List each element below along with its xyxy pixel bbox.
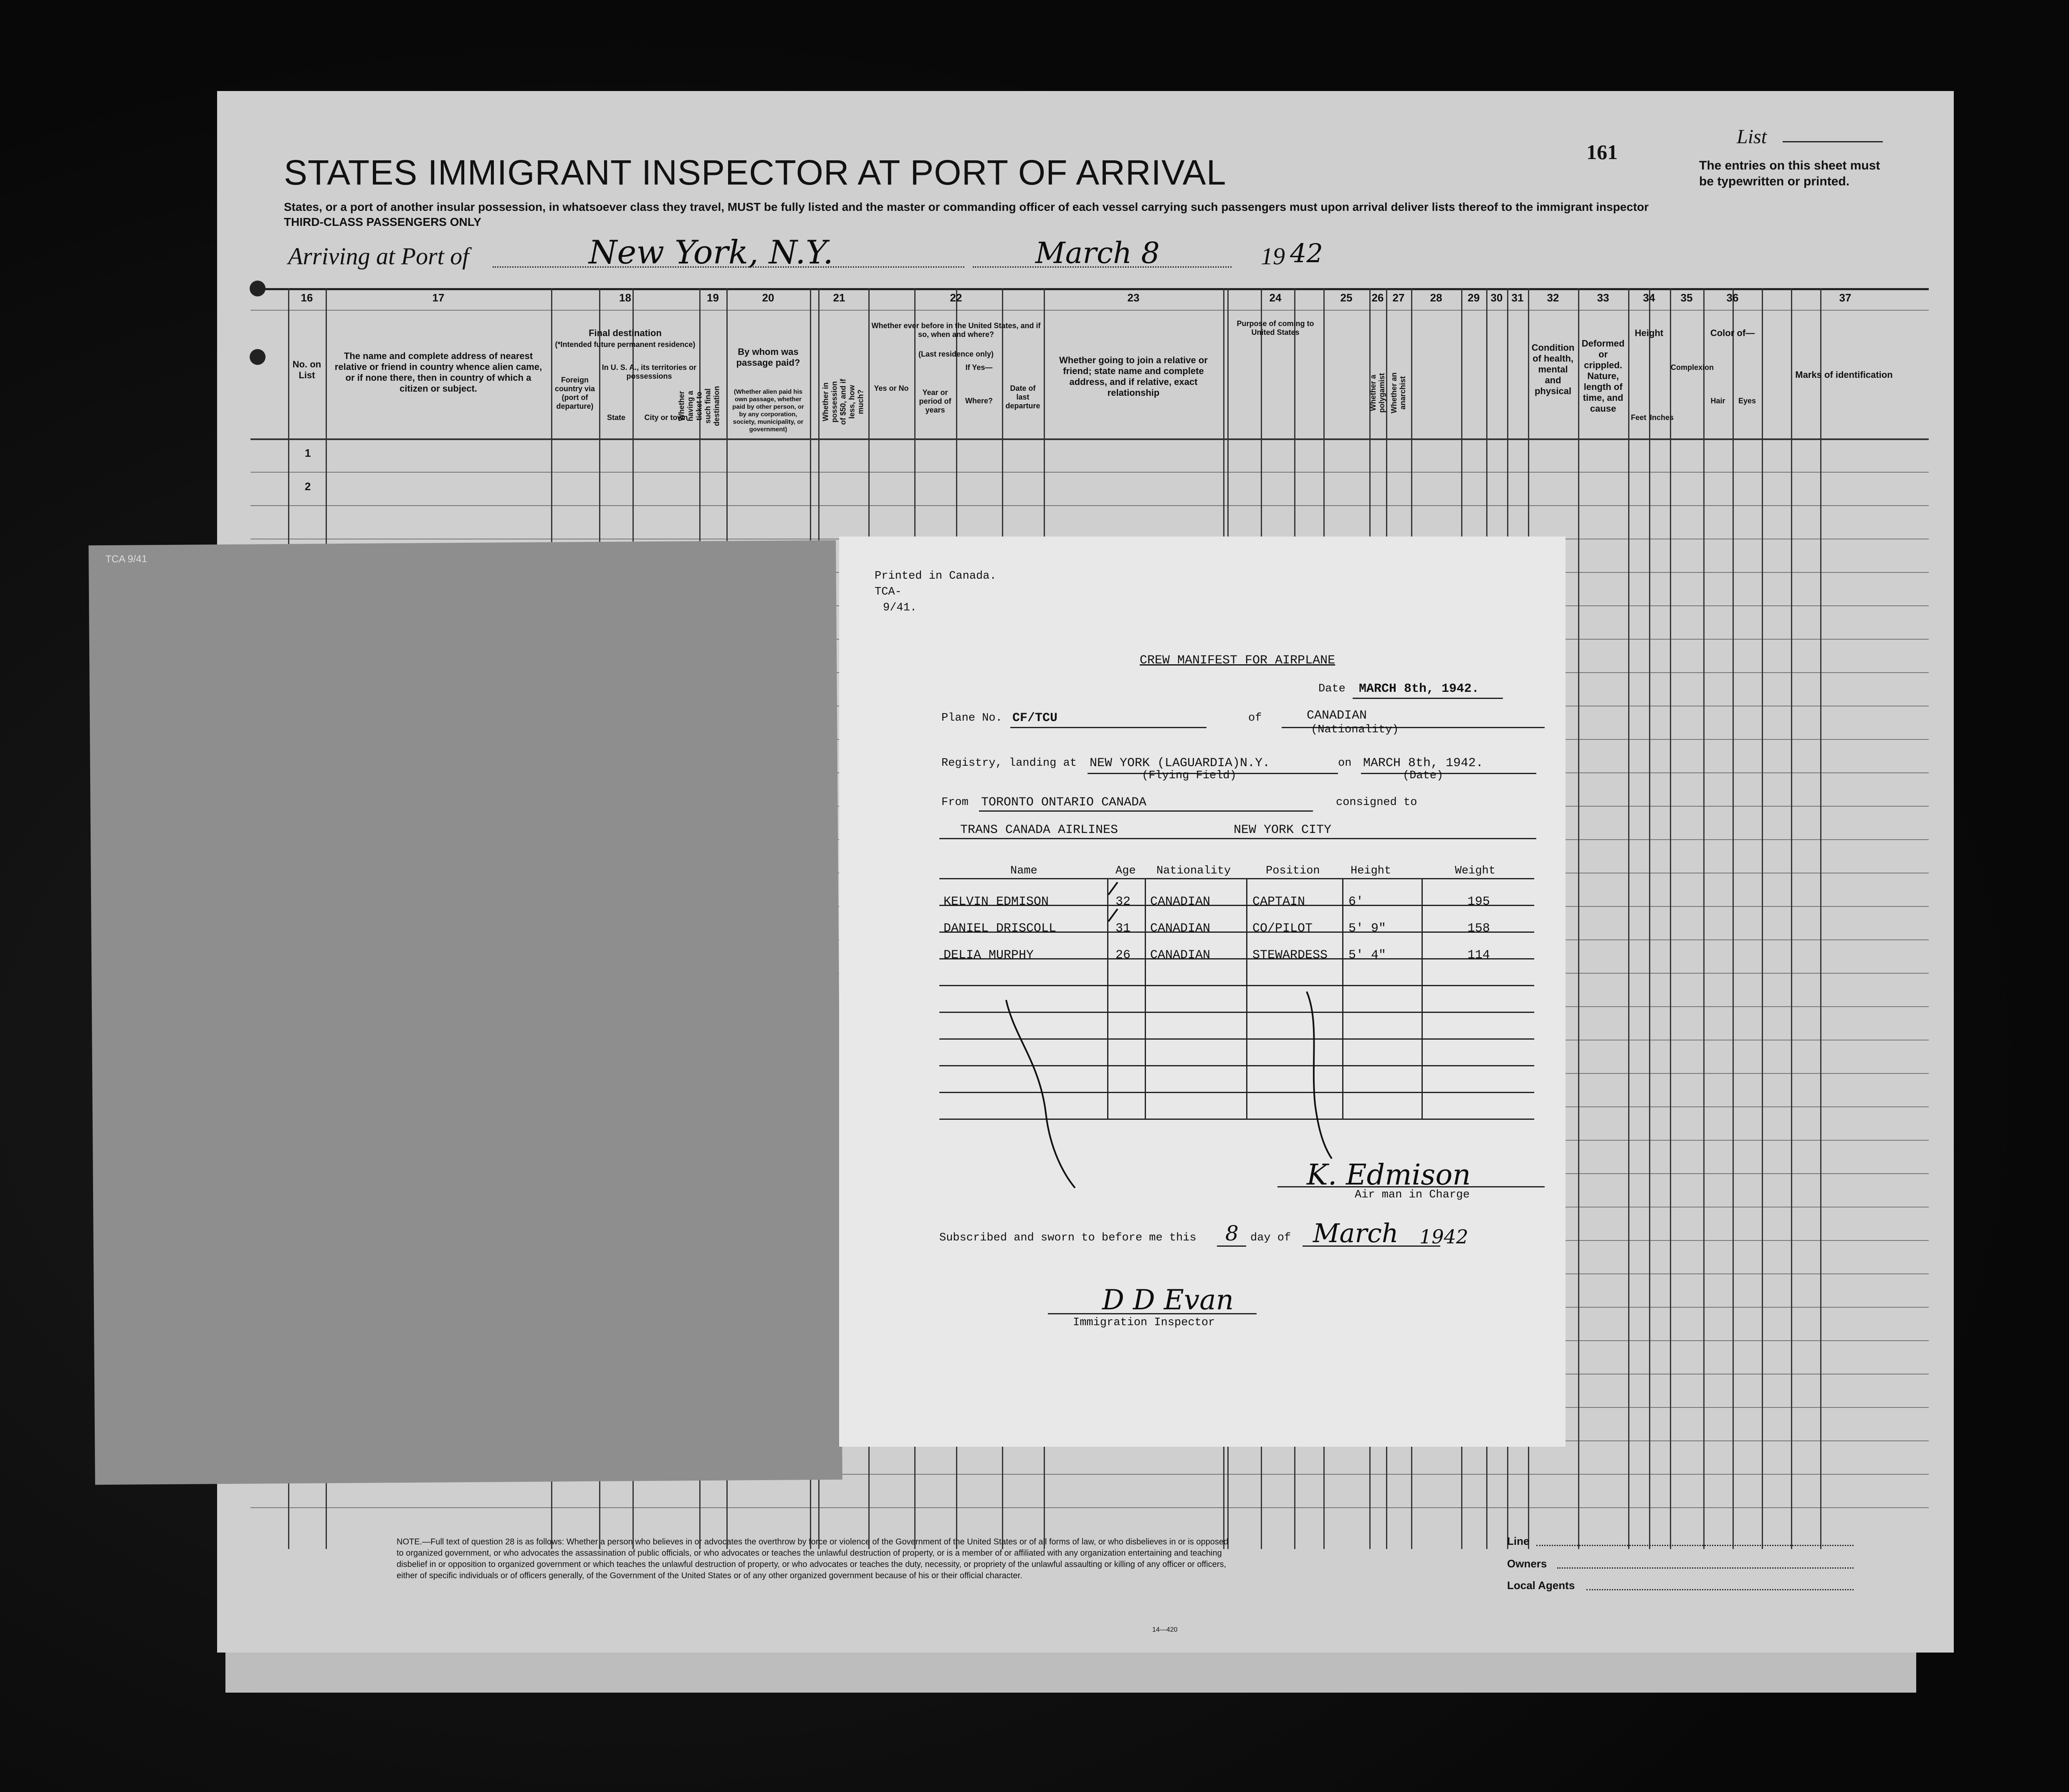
column-number: 27 (1392, 291, 1405, 304)
col32-header: Condition of health, mental and physical (1531, 342, 1575, 396)
col22-date: Date of last departure (1005, 384, 1040, 410)
consignee-city: NEW YORK CITY (1234, 823, 1332, 837)
grid-rule (250, 505, 1929, 506)
crew-nationality: CANADIAN (1150, 948, 1211, 962)
grid-rule (250, 438, 1929, 440)
airman-caption: Air man in Charge (1355, 1189, 1470, 1201)
column-number: 31 (1511, 291, 1524, 304)
from-label: From (941, 796, 969, 809)
col22-years: Year or period of years (919, 388, 951, 414)
col36-eyes: Eyes (1738, 397, 1756, 405)
date-caption: (Date) (1403, 769, 1444, 782)
col23-header: Whether going to join a relative or friend; state name and complete address, and if relative, exact relationship (1059, 355, 1208, 398)
column-number: 16 (301, 291, 313, 304)
col22-title: Whether ever before in the United States, and if so, when and where? (871, 321, 1041, 339)
flying-field-caption: (Flying Field) (1142, 769, 1237, 782)
crew-weight: 114 (1467, 948, 1490, 962)
col36-hair: Hair (1710, 397, 1725, 405)
col24-header: Purpose of coming to United States (1237, 319, 1314, 337)
col18-title: Final destination (589, 328, 662, 338)
plane-label: Plane No. (941, 712, 1002, 724)
column-number: 36 (1726, 291, 1739, 304)
list-line (1783, 141, 1883, 142)
col18-subtitle: (*Intended future permanent residence) (555, 340, 696, 349)
line-field (1536, 1545, 1854, 1546)
inspector-caption: Immigration Inspector (1073, 1316, 1215, 1329)
from-value: TORONTO ONTARIO CANADA (981, 795, 1147, 810)
col37-header: Marks of identification (1795, 370, 1893, 380)
col26-header: Whether a polygamist (1369, 373, 1386, 413)
form-title: STATES IMMIGRANT INSPECTOR AT PORT OF ARRIVAL (284, 153, 1227, 192)
sworn-year: 1942 (1419, 1225, 1469, 1248)
col27-header: Whether an anarchist (1390, 372, 1407, 414)
column-number: 33 (1597, 291, 1609, 304)
crew-nationality: CANADIAN (1150, 895, 1211, 909)
manifest-form-code-2: 9/41. (883, 602, 917, 614)
crew-weight: 158 (1467, 921, 1490, 936)
column-number: 18 (619, 291, 631, 304)
row-number: 1 (305, 447, 311, 459)
crew-position: STEWARDESS (1252, 948, 1328, 962)
column-number: 28 (1430, 291, 1442, 304)
column-number: 32 (1547, 291, 1559, 304)
crew-name: DELIA MURPHY (943, 948, 1034, 962)
col22-ifyes: If Yes— (965, 363, 993, 372)
crew-name: DANIEL DRISCOLL (943, 921, 1057, 936)
col21-header: Whether in possession of $50, and if less, how much? (821, 379, 865, 425)
year-printed: 19 (1261, 243, 1285, 270)
col17-header: The name and complete address of nearest relative or friend in country whence alien came, or if none there, then in country of which a citizen or subject. (334, 351, 542, 394)
header-height: Height (1351, 865, 1391, 877)
grid-rule (250, 310, 1929, 311)
column-rule (1703, 288, 1705, 1549)
manifest-title: CREW MANIFEST FOR AIRPLANE (1140, 653, 1335, 668)
form-intro (284, 200, 1662, 230)
crew-name: KELVIN EDMISON (943, 895, 1049, 909)
col34-header: Height (1634, 328, 1664, 338)
col22-yesno: Yes or No (874, 384, 909, 392)
covering-sheet (89, 540, 842, 1485)
plane-nationality: CANADIAN (1307, 709, 1367, 723)
crew-age: 26 (1115, 948, 1131, 962)
column-rule (1791, 288, 1792, 1549)
sworn-day: 8 (1225, 1221, 1239, 1245)
of-label: of (1248, 712, 1262, 724)
crew-position: CAPTAIN (1252, 895, 1305, 909)
crew-manifest (839, 537, 1566, 1447)
nationality-caption: (Nationality) (1311, 724, 1399, 736)
crew-position: CO/PILOT (1252, 921, 1313, 936)
consignee: TRANS CANADA AIRLINES (960, 823, 1118, 837)
sworn-day-line (1217, 1245, 1246, 1247)
col18-usa: In U. S. A., its territories or possessions (602, 363, 697, 380)
col18-city: City or town (644, 413, 688, 422)
agents-label: Local Agents (1507, 1579, 1575, 1592)
col16-header: No. on List (292, 359, 321, 380)
column-rule (1649, 288, 1650, 1549)
column-number: 34 (1643, 291, 1655, 304)
manifest-form-code-1: TCA- (875, 586, 902, 598)
crew-weight: 195 (1467, 895, 1490, 909)
date-label: Date (1318, 683, 1346, 695)
sworn-text: Subscribed and sworn to before me this (939, 1232, 1196, 1244)
manifest-date: MARCH 8th, 1942. (1359, 682, 1480, 696)
col35-header: Complexion (1671, 363, 1714, 372)
airman-signature: K. Edmison (1307, 1159, 1471, 1192)
arriving-label: Arriving at Port of (288, 243, 469, 270)
owners-field (1557, 1567, 1854, 1569)
column-number: 26 (1371, 291, 1384, 304)
plane-number: CF/TCU (1012, 711, 1058, 725)
col22-where: Where? (965, 397, 993, 405)
column-number: 29 (1467, 291, 1480, 304)
col33-header: Deformed or crippled. Nature, length of time, and cause (1581, 338, 1625, 414)
column-number: 19 (707, 291, 719, 304)
landing-date: MARCH 8th, 1942. (1363, 756, 1484, 770)
column-number: 20 (762, 291, 774, 304)
entries-note: The entries on this sheet must be typewritten or printed. (1699, 159, 1880, 188)
col36-header: Color of— (1710, 328, 1755, 338)
column-number: 24 (1269, 291, 1282, 304)
column-number: 17 (432, 291, 445, 304)
owners-label: Owners (1507, 1557, 1547, 1570)
landing-field: NEW YORK (LAGUARDIA)N.Y. (1090, 756, 1270, 770)
column-number: 22 (950, 291, 962, 304)
page-number: 161 (1586, 140, 1618, 164)
col22-subtitle: (Last residence only) (918, 350, 994, 358)
row-number: 2 (305, 480, 311, 493)
column-rule (1628, 288, 1629, 1549)
crew-height: 5' 9" (1348, 921, 1386, 936)
header-position: Position (1266, 865, 1320, 877)
grid-rule (250, 1507, 1929, 1508)
footer-note: NOTE.—Full text of question 28 is as follows: Whether a person who believes in or advocates the overthrow by force or violence of the Government of the United States or of all forms of law, or who disbelieves in or is opposed to organized government, or who advocates the assassination of public officials, or who advocates or teaches the unlawful destruction of property, or is a member of or affiliated with any organization entertaining and teaching disbelief in or opposition to organized government or which teaches the unlawful destruction of property, or who advocates or teaches the duty, necessity, or propriety of the unlawful assaulting or killing of any officer or officers, either of specific individuals or of officers generally, of the Government of the United States or of any other organized government because of his or their official character. (397, 1537, 1229, 1580)
col20-header: By whom was passage paid? (736, 347, 800, 368)
list-label: List (1737, 126, 1767, 148)
crew-age: 32 (1115, 895, 1131, 909)
covering-sheet-mark: TCA 9/41 (105, 553, 147, 565)
column-number: 21 (833, 291, 845, 304)
day-of-label: day of (1250, 1232, 1291, 1244)
crew-height: 5' 4" (1348, 948, 1386, 962)
date-handwritten: March 8 (1035, 236, 1160, 270)
grid-rule (250, 472, 1929, 473)
year-handwritten: 42 (1290, 238, 1323, 268)
column-rule (1733, 288, 1734, 1549)
column-rule (1762, 288, 1763, 1549)
header-nationality: Nationality (1156, 865, 1231, 877)
crew-age: 31 (1115, 921, 1131, 936)
crew-height: 6' (1348, 895, 1364, 909)
col19-header: Whether having a ticket to such final destination (677, 386, 721, 426)
column-number: 30 (1490, 291, 1503, 304)
form-number: 14—420 (1152, 1626, 1178, 1633)
col34-inches: Inches (1650, 413, 1674, 422)
sworn-month: March (1313, 1218, 1399, 1248)
column-rule (1820, 288, 1821, 1549)
consigned-label: consigned to (1336, 796, 1417, 809)
intro-line-1: States, or a port of another insular possession, in whatsoever class they travel, MUST be fully listed and the master or commanding officer of each vessel carrying such passengers must upon arrival deliver lists thereof to the immigrant inspector (284, 200, 1649, 213)
column-rule (1578, 288, 1579, 1549)
line-label: Line (1507, 1535, 1530, 1547)
col18-foreign: Foreign country via (port of departure) (554, 376, 595, 410)
registry-label: Registry, landing at (941, 757, 1077, 769)
col34-feet: Feet (1631, 413, 1647, 422)
port-handwritten: New York, N.Y. (589, 234, 834, 271)
header-age: Age (1115, 865, 1136, 877)
column-number: 23 (1127, 291, 1140, 304)
column-rule (1670, 288, 1671, 1549)
header-weight: Weight (1455, 865, 1496, 877)
on-label: on (1338, 757, 1352, 769)
column-number: 37 (1839, 291, 1851, 304)
printed-in: Printed in Canada. (875, 570, 997, 582)
column-number: 35 (1680, 291, 1693, 304)
inspector-signature: D D Evan (1102, 1284, 1234, 1316)
column-number: 25 (1340, 291, 1353, 304)
header-name: Name (1010, 865, 1037, 877)
agents-field (1586, 1589, 1854, 1590)
crew-nationality: CANADIAN (1150, 921, 1211, 936)
col20-subtitle: (Whether alien paid his own passage, whether paid by other person, or by any corporation, society, municipality, or government) (732, 388, 804, 433)
col18-state: State (607, 413, 625, 422)
intro-line-2: THIRD-CLASS PASSENGERS ONLY (284, 215, 481, 228)
